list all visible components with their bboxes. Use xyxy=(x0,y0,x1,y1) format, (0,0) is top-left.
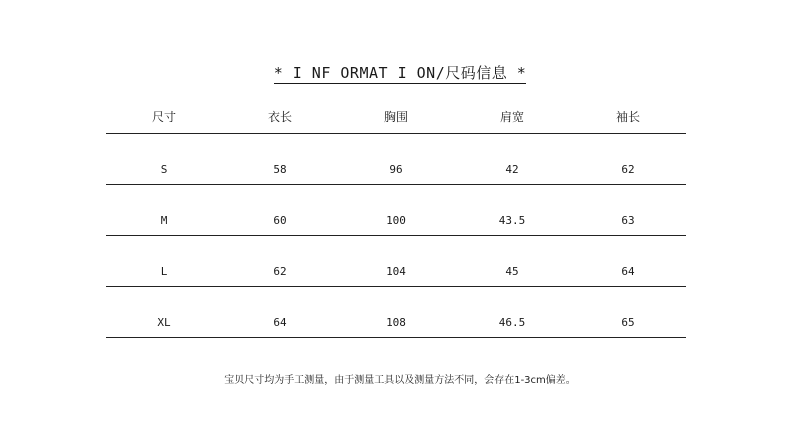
header-sleeve: 袖长 xyxy=(615,110,640,124)
cell-chest: 108 xyxy=(386,316,406,329)
cell-length: 64 xyxy=(273,316,287,329)
measurement-note: 宝贝尺寸均为手工测量，由于测量工具以及测量方法不同，会存在1-3cm偏差。 xyxy=(224,375,576,386)
header-size: 尺寸 xyxy=(151,110,176,124)
table-row xyxy=(106,287,686,338)
table-header-row xyxy=(106,110,686,134)
cell-shoulder: 45 xyxy=(505,265,519,278)
cell-shoulder: 43.5 xyxy=(498,214,526,227)
header-chest: 胸围 xyxy=(383,110,408,124)
cell-shoulder: 46.5 xyxy=(498,316,526,329)
cell-sleeve: 65 xyxy=(621,316,635,329)
cell-sleeve: 63 xyxy=(621,214,635,227)
cell-sleeve: 62 xyxy=(621,163,635,176)
cell-chest: 104 xyxy=(386,265,406,278)
cell-size: M xyxy=(160,214,168,227)
header-shoulder: 肩宽 xyxy=(499,110,524,124)
table-row xyxy=(106,185,686,236)
cell-shoulder: 42 xyxy=(505,163,519,176)
page-title xyxy=(0,62,800,83)
table-row xyxy=(106,236,686,287)
page-title-text: * I NF ORMAT I ON/尺码信息 * xyxy=(273,64,527,82)
size-table xyxy=(106,110,686,338)
cell-chest: 96 xyxy=(389,163,403,176)
cell-length: 60 xyxy=(273,214,287,227)
table-row xyxy=(106,134,686,185)
header-length: 衣长 xyxy=(267,110,292,124)
cell-length: 62 xyxy=(273,265,287,278)
cell-size: S xyxy=(160,163,168,176)
cell-size: XL xyxy=(157,316,171,329)
cell-size: L xyxy=(160,265,168,278)
cell-chest: 100 xyxy=(386,214,406,227)
cell-length: 58 xyxy=(273,163,287,176)
cell-sleeve: 64 xyxy=(621,265,635,278)
